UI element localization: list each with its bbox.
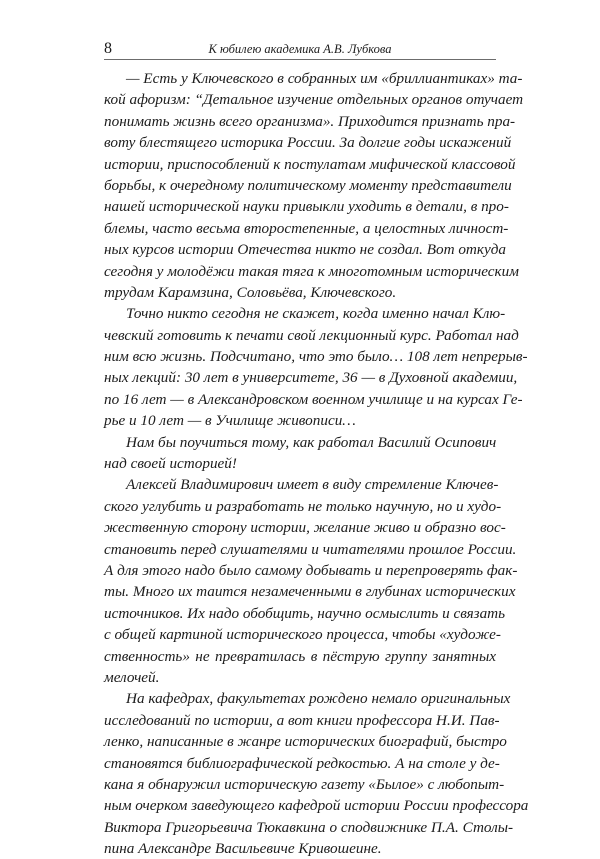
text-line: блемы, часто весьма второстепенные, а целостных личност-	[104, 219, 509, 237]
text-line: с общей картиной исторического процесса, чтобы «художе-	[104, 626, 501, 644]
text-line: пина Александре Васильевиче Кривошеине.	[104, 840, 382, 858]
text-line: А для этого надо было самому добывать и перепроверять фак-	[104, 561, 518, 579]
text-line: становить перед слушателями и читателями прошлое России.	[104, 540, 517, 558]
text-line: На кафедрах, факультетах рождено немало оригинальных	[126, 690, 511, 708]
text-line: истории, приспособлений к постулатам мифической классовой	[104, 155, 516, 173]
text-line: кой афоризм: “Детальное изучение отдельных органов отучает	[104, 91, 524, 109]
text-line: — Есть у Ключевского в собранных им «бриллиантиках» та-	[126, 70, 523, 87]
header-rule	[104, 59, 496, 60]
text-line: ним всю жизнь. Подсчитано, что это было… 108 лет непрерыв-	[104, 348, 528, 366]
text-line: воту блестящего историка России. За долгие годы искажений	[104, 134, 512, 152]
running-title: К юбилею академика А.В. Лубкова	[208, 42, 392, 56]
text-line: ственность» не превратилась в пёструю группу занятных	[104, 647, 496, 665]
text-line: ных курсов истории Отечества никто не создал. Вот откуда	[104, 241, 506, 259]
text-line: понимать жизнь всего организма». Приходится признать пра-	[104, 112, 516, 130]
text-line: становятся библиографической редкостью. А на столе у де-	[104, 754, 500, 772]
text-line: Точно никто сегодня не скажет, когда именно начал Клю-	[126, 305, 506, 323]
text-line: сегодня у молодёжи такая тяга к многотомным историческим	[104, 262, 519, 280]
text-line: жественную сторону истории, желание живо и образно вос-	[104, 519, 506, 537]
page-header	[104, 34, 496, 60]
text-line: борьбы, к очередному политическому моменту представители	[104, 176, 512, 194]
text-line: кана я обнаружил историческую газету «Былое» с любопыт-	[104, 775, 505, 793]
page-number: 8	[104, 40, 112, 57]
text-line: чевский готовить к печати свой лекционный курс. Работал над	[104, 326, 519, 344]
text-line: ленко, написанные в жанре исторических биографий, быстро	[104, 733, 507, 751]
text-line: ных лекций: 30 лет в университете, 36 — в Духовной академии,	[104, 369, 518, 387]
text-line: Виктора Григорьевича Тюкавкина о сподвижнике П.А. Столы-	[104, 818, 514, 836]
text-line: источников. Их надо обобщить, научно осмыслить и связать	[104, 604, 506, 622]
text-line: мелочей.	[104, 668, 160, 686]
text-line: ным очерком заведующего кафедрой истории России профессора	[104, 797, 529, 815]
text-line: рье и 10 лет — в Училище живописи…	[104, 412, 356, 430]
body-text	[104, 68, 529, 859]
text-line: Алексей Владимирович имеет в виду стремление Ключев-	[126, 476, 499, 494]
text-line: ского углубить и разработать не только научную, но и худо-	[104, 497, 502, 515]
text-line: Нам бы поучиться тому, как работал Василий Осипович	[126, 433, 497, 451]
text-line: по 16 лет — в Александровском военном училище и на курсах Ге-	[104, 390, 523, 408]
text-line: нашей исторической науки привыкли уходить в детали, в про-	[104, 198, 509, 216]
text-line: над своей историей!	[104, 455, 237, 473]
text-line: ты. Много их таится незамеченными в глубинах исторических	[104, 583, 516, 601]
text-line: исследований по истории, а вот книги профессора Н.И. Пав-	[104, 711, 500, 729]
text-line: трудам Карамзина, Соловьёва, Ключевского.	[104, 283, 397, 301]
